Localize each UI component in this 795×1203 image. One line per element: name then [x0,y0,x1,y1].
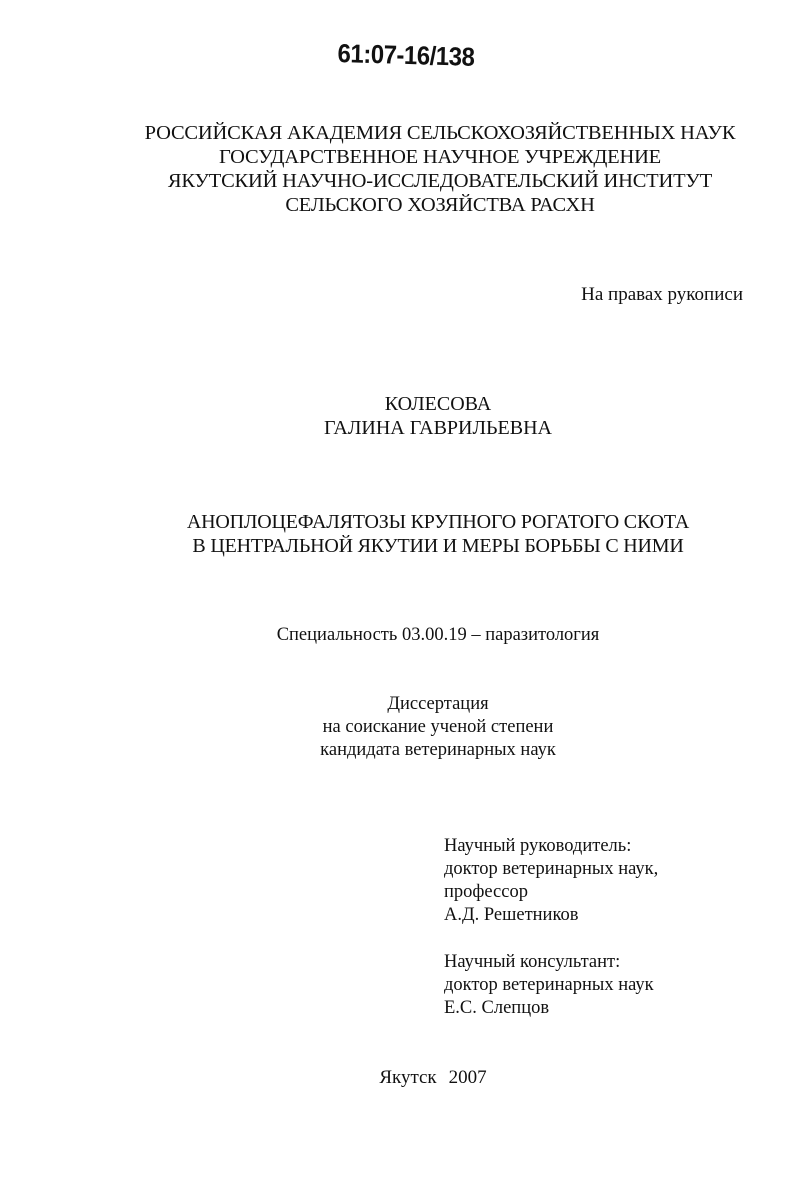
specialty-line: Специальность 03.00.19 – паразитология [276,625,600,645]
manuscript-note: На правах рукописи [581,284,743,305]
supervisor-name: А.Д. Решетников [444,905,579,925]
organization-line: ЯКУТСКИЙ НАУЧНО-ИССЛЕДОВАТЕЛЬСКИЙ ИНСТИТУТ [167,170,713,192]
organization-line: СЕЛЬСКОГО ХОЗЯЙСТВА РАСХН [285,194,595,216]
title-line: В ЦЕНТРАЛЬНОЙ ЯКУТИИ И МЕРЫ БОРЬБЫ С НИМИ [192,535,684,557]
degree-line: на соискание ученой степени [322,717,554,737]
organization-line: РОССИЙСКАЯ АКАДЕМИЯ СЕЛЬСКОХОЗЯЙСТВЕННЫХ НАУК [144,122,736,144]
organization-line: ГОСУДАРСТВЕННОЕ НАУЧНОЕ УЧРЕЖДЕНИЕ [219,146,661,168]
consultant-degree: доктор ветеринарных наук [444,975,654,995]
title-line: АНОПЛОЦЕФАЛЯТОЗЫ КРУПНОГО РОГАТОГО СКОТА [186,511,690,533]
consultant-name: Е.С. Слепцов [444,998,550,1018]
consultant-block [444,951,654,1020]
year: 2007 [448,1067,487,1088]
place-and-year [0,1067,795,1089]
supervisor-degree: доктор ветеринарных наук, [444,859,659,879]
consultant-label: Научный консультант: [444,952,621,972]
degree-line: Диссертация [387,694,489,714]
author-surname: КОЛЕСОВА [384,393,492,415]
supervisor-rank: профессор [444,882,528,902]
author-name: ГАЛИНА ГАВРИЛЬЕВНА [324,417,552,439]
dissertation-degree-block [0,693,795,762]
organization-block [0,121,795,217]
supervisor-block [444,835,658,927]
library-stamp-number: 61:07-16/138 [337,38,475,72]
degree-line: кандидата ветеринарных наук [320,740,556,760]
dissertation-title [0,510,795,558]
author-block [0,392,795,440]
supervisor-label: Научный руководитель: [444,836,632,856]
city: Якутск [379,1067,437,1088]
